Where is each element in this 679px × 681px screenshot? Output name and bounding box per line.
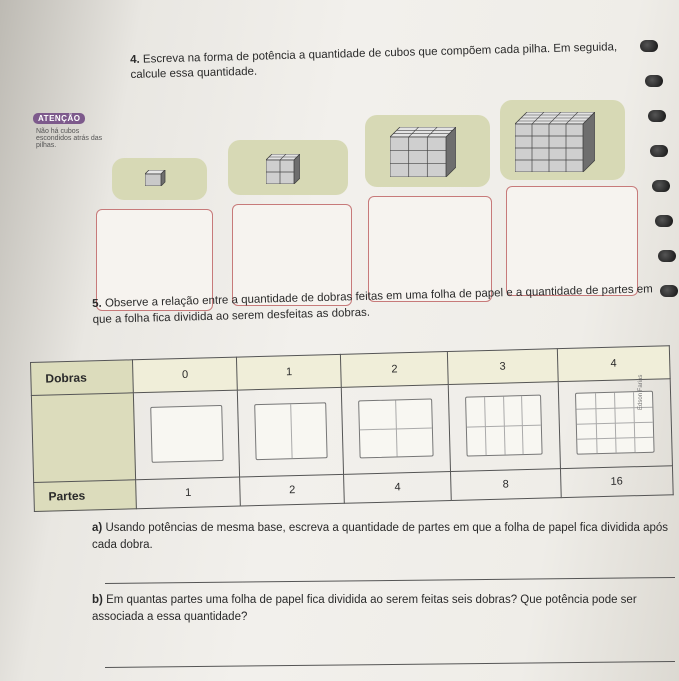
paper-fold-4 — [558, 379, 673, 469]
dobras-value: 0 — [133, 357, 238, 393]
dobras-header: Dobras — [31, 360, 134, 396]
cube-stack-4 — [515, 112, 595, 172]
paper-fold-1 — [238, 387, 344, 477]
question-5-text: Observe a relação entre a quantidade de dobras feitas em uma folha de papel e a quantidade de partes em que a folha fica dividida ao serem desfeitas as dobras. — [92, 283, 653, 326]
partes-value: 1 — [136, 477, 241, 509]
partes-value: 2 — [240, 474, 345, 506]
partes-header: Partes — [34, 480, 137, 512]
question-a-text: Usando potências de mesma base, escreva a quantidade de partes em que a folha de papel fica dividida após cada dobra. — [92, 522, 669, 551]
paper-fold-0 — [134, 390, 240, 480]
atencao-badge: ATENÇÃO — [33, 113, 85, 124]
answer-line-a[interactable] — [105, 577, 675, 584]
cube-stack-1 — [145, 170, 167, 186]
answer-line-b[interactable] — [105, 661, 675, 668]
answer-box-4[interactable] — [506, 186, 638, 296]
cube-stack-2 — [266, 154, 300, 184]
partes-value: 4 — [344, 472, 452, 504]
question-b-label: b) — [92, 594, 103, 606]
partes-value: 16 — [560, 466, 673, 498]
dobras-value: 1 — [237, 354, 342, 390]
question-b-text: Em quantas partes uma folha de papel fica dividida ao serem feitas seis dobras? Que potência pode ser associada a essa quantidade? — [92, 594, 637, 623]
image-credit: Edson Farias — [638, 374, 644, 410]
question-5-number: 5. — [92, 297, 102, 310]
cube-stack-3 — [390, 127, 456, 177]
partes-value: 8 — [451, 469, 561, 501]
question-a — [92, 520, 672, 554]
question-b — [92, 592, 672, 626]
question-4 — [130, 40, 621, 83]
question-4-text: Escreva na forma de potência a quantidade de cubos que compõem cada pilha. Em seguida, calcule essa quantidade. — [130, 41, 618, 81]
paper-fold-3 — [448, 382, 560, 472]
folds-table — [30, 345, 674, 512]
dobras-value: 4 — [557, 346, 670, 382]
question-a-label: a) — [92, 522, 103, 534]
atencao-note: Não há cubos escondidos atrás das pilhas. — [36, 128, 103, 149]
dobras-value: 2 — [341, 352, 449, 388]
question-4-number: 4. — [130, 53, 140, 66]
paper-fold-2 — [342, 385, 451, 475]
dobras-value: 3 — [447, 349, 557, 385]
